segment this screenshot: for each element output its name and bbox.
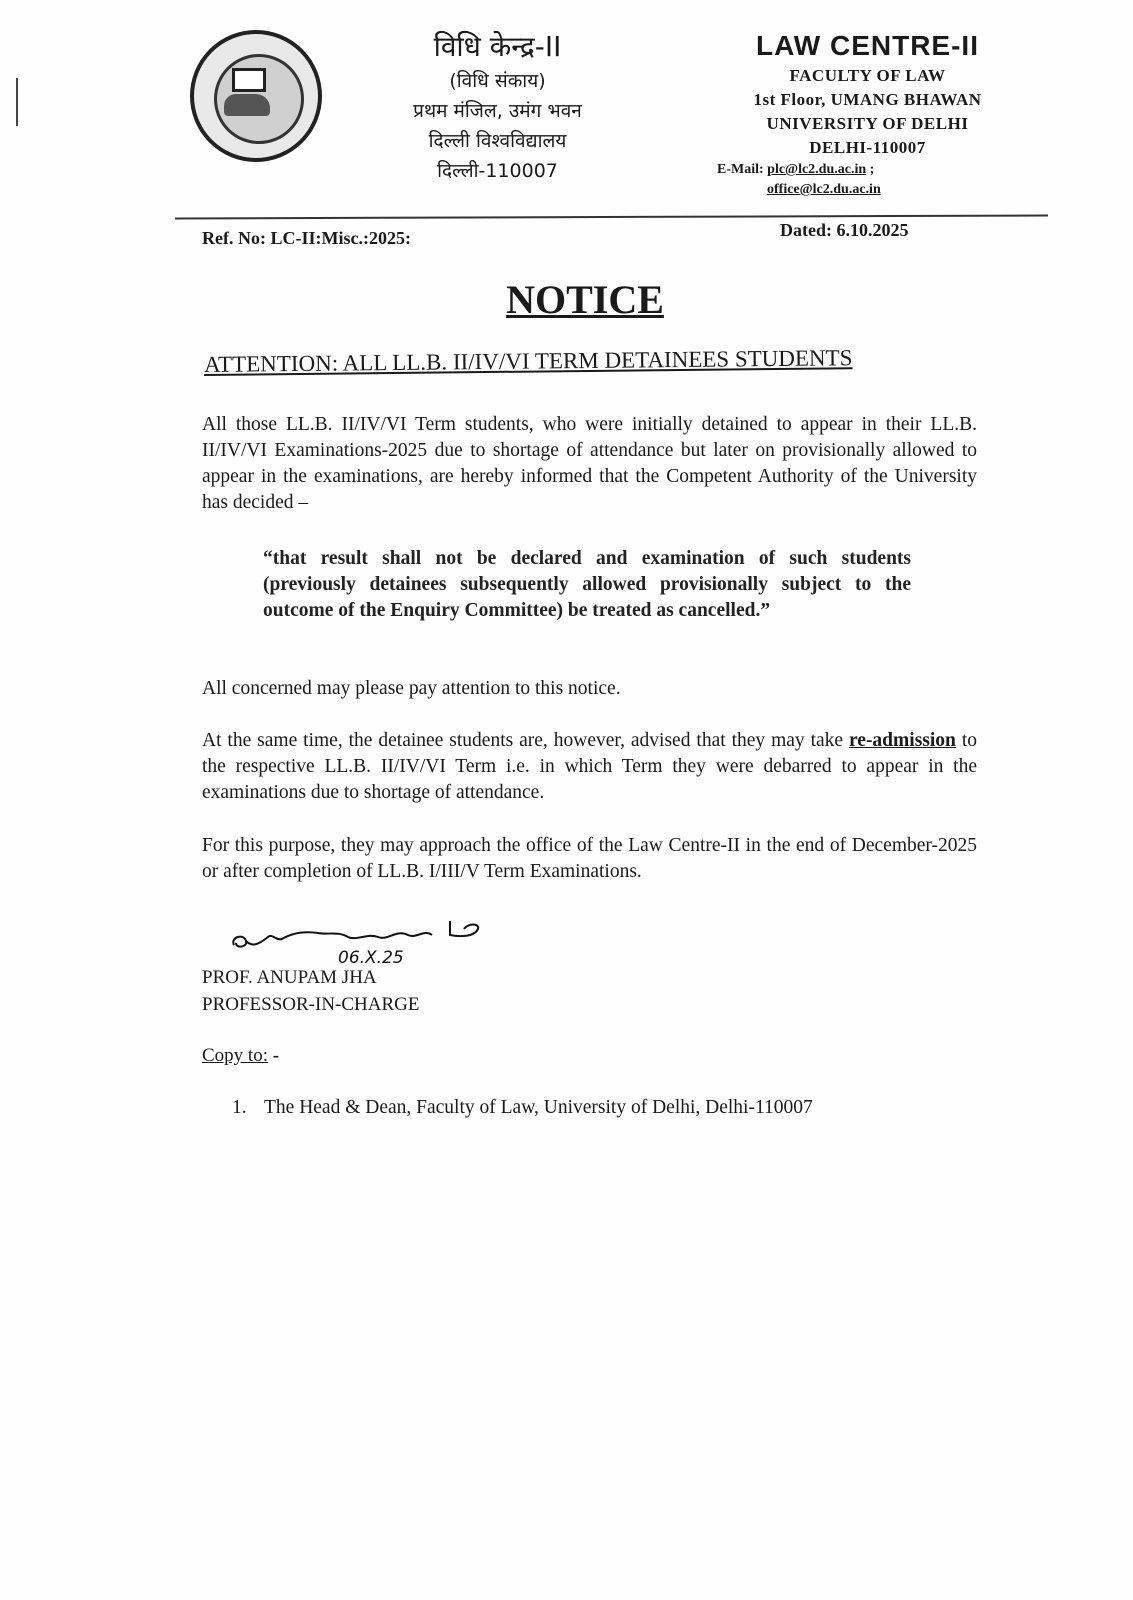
paragraph-readmission: At the same time, the detainee students are, however, advised that they may take re-admission to the respective LL.B. II/IV/VI Term i.e. in which Term they were debarred to appear in the examinations due to shortage of attendance. <box>202 730 977 803</box>
signatory-designation: PROFESSOR-IN-CHARGE <box>202 994 420 1015</box>
readmission-term: re-admission <box>848 730 956 751</box>
english-title: LAW CENTRE-II <box>756 30 979 61</box>
english-line: DELHI-110007 <box>809 138 926 157</box>
paragraph-attention: All concerned may please pay attention to this notice. <box>202 678 621 699</box>
reference-number: Ref. No: LC-II:Misc.:2025: <box>202 228 411 248</box>
email-link-plc[interactable]: plc@lc2.du.ac.in <box>767 162 867 177</box>
copy-to-heading: Copy to: - <box>202 1045 280 1066</box>
hindi-line: दिल्ली विश्वविद्यालय <box>428 130 567 152</box>
english-letterhead <box>715 28 1020 200</box>
list-number: 1. <box>232 1097 247 1118</box>
hindi-title: विधि केन्द्र-II <box>433 30 562 63</box>
attention-line: ATTENTION: ALL LL.B. II/IV/VI TERM DETAINEES STUDENTS <box>203 345 853 377</box>
email-separator: ; <box>869 162 875 177</box>
english-line: UNIVERSITY OF DELHI <box>766 114 969 133</box>
notice-date: Dated: 6.10.2025 <box>780 220 909 240</box>
hindi-line: प्रथम मंजिल, उमंग भवन <box>413 100 582 122</box>
hindi-line: दिल्ली-110007 <box>437 160 558 182</box>
notice-heading: NOTICE <box>506 277 664 322</box>
email-label: E-Mail: <box>717 162 764 177</box>
list-text: The Head & Dean, Faculty of Law, University of Delhi, Delhi-110007 <box>264 1097 813 1118</box>
email-line <box>715 160 1020 180</box>
email-line-2 <box>715 180 1020 200</box>
scan-edge-mark <box>16 78 18 126</box>
paragraph-approach-office: For this purpose, they may approach the office of the Law Centre-II in the end of December-2025 or after completion of LL.B. I/III/V Term Examinations. <box>202 835 977 882</box>
signatory-name: PROF. ANUPAM JHA <box>202 967 377 988</box>
header-divider <box>175 214 1048 219</box>
hindi-letterhead <box>375 28 620 186</box>
english-line: 1st Floor, UMANG BHAWAN <box>753 90 982 109</box>
signature-date: 06.X.25 <box>338 948 404 968</box>
english-line: FACULTY OF LAW <box>789 66 946 85</box>
decision-quote: “that result shall not be declared and examination of such students (previously detainees subsequently allowed provisionally subject to the outcome of the Enquiry Committee) be treated as cancelled.” <box>263 548 911 621</box>
university-seal-logo <box>190 30 322 162</box>
email-link-office[interactable]: office@lc2.du.ac.in <box>767 182 881 197</box>
copy-to-list-item <box>232 1097 813 1119</box>
hindi-line: (विधि संकाय) <box>449 70 546 92</box>
signatory <box>202 964 419 1018</box>
paragraph-intro: All those LL.B. II/IV/VI Term students, who were initially detained to appear in their LL.B. II/IV/VI Examinations-2025 due to shortage of attendance but later on provisionally allowed to appear in the examinations, are hereby informed that the Competent Authority of the University has decided – <box>202 414 977 513</box>
